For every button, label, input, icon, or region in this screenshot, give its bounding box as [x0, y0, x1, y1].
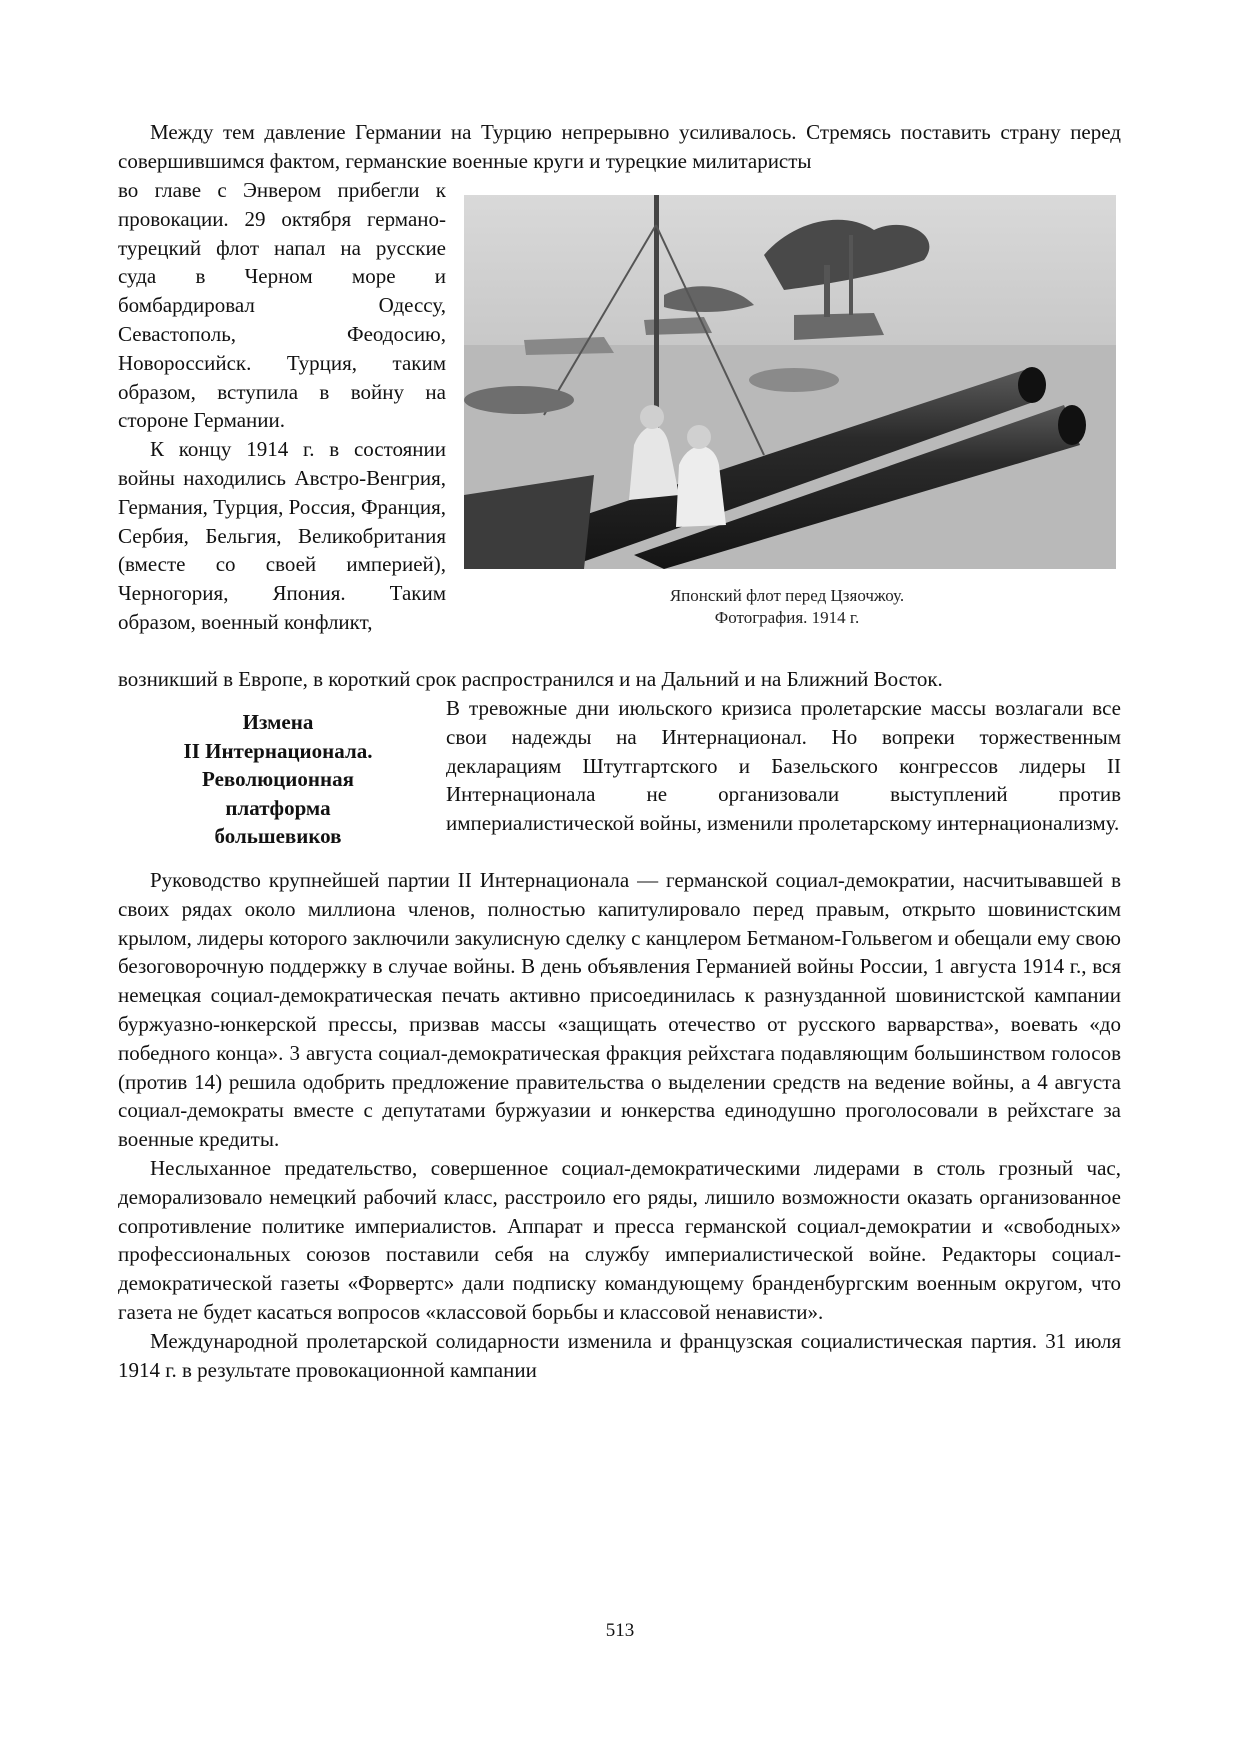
heading-line-3: Революционная [202, 767, 354, 792]
heading-line-5: большевиков [214, 824, 342, 849]
page-number: 513 [605, 1620, 635, 1641]
caption-subtitle: Фотография. 1914 г. [714, 608, 860, 627]
heading-line-4: платформа [225, 795, 331, 820]
belligerents-paragraph: К концу 1914 г. в состоянии войны находились Австро-Венгрия, Германия, Турция, Россия, Франция, Сербия, Бельгия, Великобритания (вместе со своей империей), Черногория, Япония. Таким образом, военный конфликт, [118, 437, 446, 634]
body-paragraph-1: Руководство крупнейшей партии II Интернационала — германской социал-демократии, насчитывавшей в своих рядах около миллиона членов, полностью капитулировало перед правым, открыто шовинистским крылом, лидеры которого заключили закулисную сделку с канцлером Бетманом-Гольвегом и обещали ему свою безоговорочную поддержку в случае войны. В день объявления Германией войны России, 1 августа 1914 г., вся немецкая социал-демократическая печать активно присоединилась к разнузданной шовинистской кампании буржуазно-юнкерской прессы, призвав массы «защищать отечество от русского варварства», воевать «до победного конца». 3 августа социал-демократическая фракция рейхстага подавляющим большинством голосов (против 14) решила одобрить предложение правительства о выделении средств на ведение войны, а 4 августа социал-демократы вместе с депутатами буржуазии и юнкерства единодушно проголосовали в рейхстаге за военные кредиты. [118, 868, 1121, 1152]
section-intro-paragraph: В тревожные дни июльского кризиса пролетарские массы возлагали все свои надежды на Интернационал. Но вопреки торжественным декларациям Штутгартского и Базельского конгрессов лидеры II Интернационала не организовали выступлений против империалистической войны, изменили пролетарскому интернационализму. [446, 696, 1121, 836]
body-paragraph-3: Международной пролетарской солидарности изменила и французская социалистическая партия. 31 июля 1914 г. в результате провокационной кампании [118, 1328, 1121, 1382]
caption-title: Японский флот перед Цзяочжоу. [669, 586, 905, 605]
heading-line-1: Измена [242, 710, 314, 734]
figure-caption [572, 585, 1002, 629]
japanese-fleet-photo [464, 195, 1116, 569]
fleet-photo-illustration [464, 195, 1116, 569]
body-text [118, 866, 1121, 1384]
war-entry-paragraph: во главе с Энвером прибегли к провокации. 29 октября германо-турецкий флот напал на русские суда в Черном море и бомбардировал Одессу, Севастополь, Феодосию, Новороссийск. Турция, таким образом, вступила в войну на стороне Германии. [118, 178, 446, 433]
continuation-line: возникший в Европе, в короткий срок распространился и на Дальний и на Ближний Восток. [118, 667, 943, 691]
section-heading [140, 708, 416, 851]
body-paragraph-2: Неслыханное предательство, совершенное социал-демократическими лидерами в столь грозный час, деморализовало немецкий рабочий класс, расстроило его ряды, лишило возможности оказать организованное сопротивление политике империалистов. Аппарат и пресса германской социал-демократии и «свободных» профессиональных союзов поставили себя на службу империалистической войне. Редакторы социал-демократической газеты «Форвертс» дали подписку командующему бранденбургским военным округом, что газета не будет касаться вопросов «классовой борьбы и классовой ненависти». [118, 1155, 1121, 1324]
left-column-text [118, 176, 446, 637]
heading-line-2: II Интернационала. [183, 738, 373, 763]
intro-paragraph: Между тем давление Германии на Турцию непрерывно усиливалось. Стремясь поставить страну перед совершившимся фактом, германские военные круги и турецкие милитаристы [118, 120, 1121, 173]
